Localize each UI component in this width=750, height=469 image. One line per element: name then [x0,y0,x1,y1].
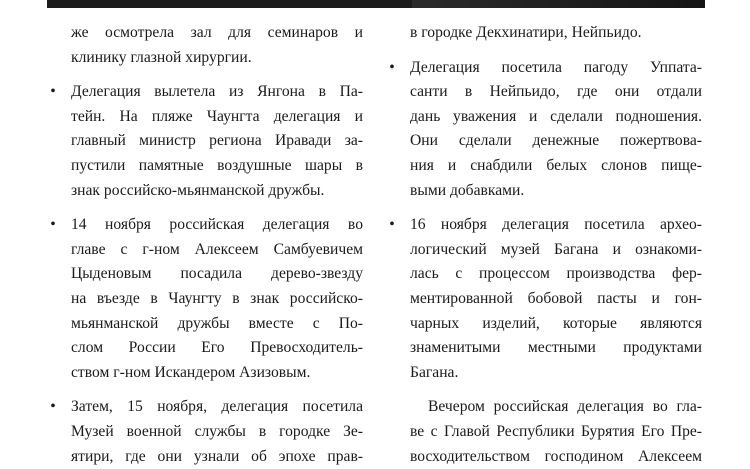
bullet-icon: • [388,213,396,238]
text-line: Вечером российская делегация во гла- [410,395,702,420]
photo-strip-right [412,0,705,8]
photo-strip [47,0,705,8]
text-line: знак российско-мьянманской дружбы. [71,179,363,204]
text-line: знаменитыми местными продуктами [410,336,702,361]
text-line: в городке Декхинатири, Нейпьидо. [410,21,702,46]
text-line: Делегация вылетела из Янгона в Па- [71,80,363,105]
text-line: 14 ноября российская делегация во [71,213,363,238]
text-line: ством г-ном Искандером Азизовым. [71,361,363,386]
text-line: мьянманской дружбы вместе с По- [71,312,363,337]
text-line: Они сделали денежные пожертвова- [410,129,702,154]
text-line: Багана. [410,361,702,386]
text-line: главный министр региона Иравади за- [71,129,363,154]
text-line: логический музей Багана и ознакоми- [410,238,702,263]
text-line: Делегация посетила пагоду Уппата- [410,56,702,81]
text-line: главе с г-ном Алексеем Самбуевичем [71,238,363,263]
text-line: на въезде в Чаунгту в знак российско- [71,287,363,312]
text-line: клинику глазной хирургии. [71,46,363,71]
paragraph-continuation [410,21,702,46]
text-line: ния и снабдили белых слонов пище- [410,154,702,179]
text-line: тейн. На пляже Чаунгта делегация и [71,105,363,130]
text-line: санти в Нейпьидо, где они отдали [410,80,702,105]
bullet-paragraph [71,80,363,203]
text-line: 16 ноября делегация посетила архео- [410,213,702,238]
text-line: Затем, 15 ноября, делегация посетила [71,395,363,420]
text-line: ятири, где они узнали об эпохе прав- [71,445,363,469]
bullet-icon: • [49,80,57,105]
text-line: лась с процессом производства фер- [410,262,702,287]
right-column [410,21,702,469]
paragraph [410,395,702,469]
text-line: чарных изделий, которые являются [410,312,702,337]
text-line: же осмотрела зал для семинаров и [71,21,363,46]
text-line: пустили памятные воздушные шары в [71,154,363,179]
bullet-paragraph [410,213,702,385]
bullet-paragraph [71,395,363,469]
text-line: слом России Его Превосходитель- [71,336,363,361]
bullet-paragraph [71,213,363,385]
text-line: Цыденовым посадила дерево-звезду [71,262,363,287]
text-line: ментированной бобовой пасты и гон- [410,287,702,312]
text-line: дань уважения и сделали подношения. [410,105,702,130]
left-column [71,21,363,469]
text-line: выми добавками. [410,179,702,204]
text-line: восходительством господином Алексеем [410,445,702,469]
bullet-paragraph [410,56,702,204]
paragraph-continuation [71,21,363,70]
text-line: ве с Главой Республики Бурятия Его Пре- [410,420,702,445]
text-line: Музей военной службы в городке Зе- [71,420,363,445]
bullet-icon: • [49,213,57,238]
bullet-icon: • [49,395,57,420]
bullet-icon: • [388,56,396,81]
